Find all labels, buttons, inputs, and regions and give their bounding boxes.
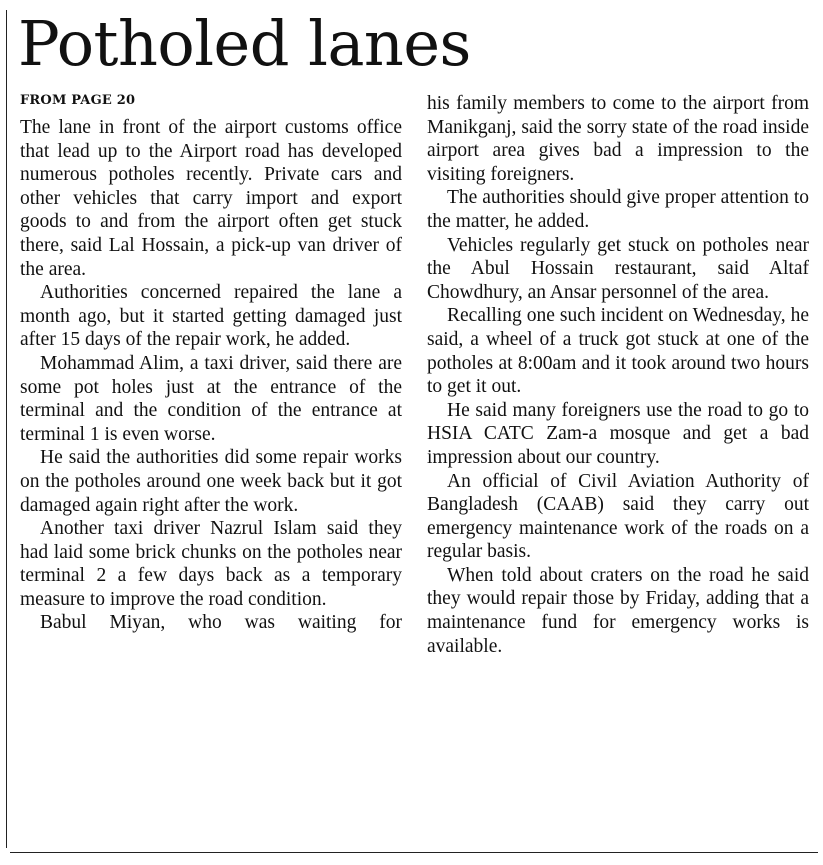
- paragraph: Vehicles regularly get stuck on potholes near the Abul Hossain restaurant, said Altaf Chowdhury, an Ansar personnel of the area.: [427, 234, 809, 303]
- paragraph: Authorities concerned repaired the lane a month ago, but it started getting damaged just after 15 days of the repair work, he added.: [20, 282, 402, 351]
- paragraph: Another taxi driver Nazrul Islam said they had laid some brick chunks on the potholes near terminal 2 a few days back as a temporary measure to improve the road condition.: [20, 518, 402, 610]
- column-rule-left: [6, 10, 7, 848]
- paragraph: The lane in front of the airport customs office that lead up to the Airport road has developed numerous potholes recently. Private cars and other vehicles that carry import and export goods to and from the airport often get stuck there, said Lal Hossain, a pick-up van driver of the area.: [20, 117, 402, 280]
- paragraph: Recalling one such incident on Wednesday, he said, a wheel of a truck got stuck at one of the potholes at 8:00am and it took around two hours to get it out.: [427, 305, 809, 398]
- paragraph: his family members to come to the airport from Manikganj, said the sorry state of the road inside airport area gives bad a impression to the visiting foreigners.: [427, 93, 809, 185]
- article-column-right: [427, 92, 809, 658]
- paragraph: The authorities should give proper attention to the matter, he added.: [427, 187, 809, 232]
- bottom-rule: [10, 852, 818, 853]
- paragraph: He said the authorities did some repair works on the potholes around one week back but it got damaged again right after the work.: [20, 447, 402, 516]
- article-column-left: [20, 116, 402, 635]
- headline: Potholed lanes: [18, 7, 471, 80]
- paragraph: When told about craters on the road he said they would repair those by Friday, adding that a maintenance fund for emergency works is available.: [427, 564, 809, 657]
- paragraph: Mohammad Alim, a taxi driver, said there are some pot holes just at the entrance of the terminal and the condition of the entrance at terminal 1 is even worse.: [20, 352, 402, 445]
- paragraph: Babul Miyan, who was waiting for: [40, 612, 402, 634]
- paragraph: He said many foreigners use the road to go to HSIA CATC Zam-a mosque and get a bad impression about our country.: [427, 399, 809, 468]
- paragraph: An official of Civil Aviation Authority of Bangladesh (CAAB) said they carry out emergency maintenance work of the roads on a regular basis.: [427, 470, 809, 563]
- jump-line: FROM PAGE 20: [20, 93, 136, 108]
